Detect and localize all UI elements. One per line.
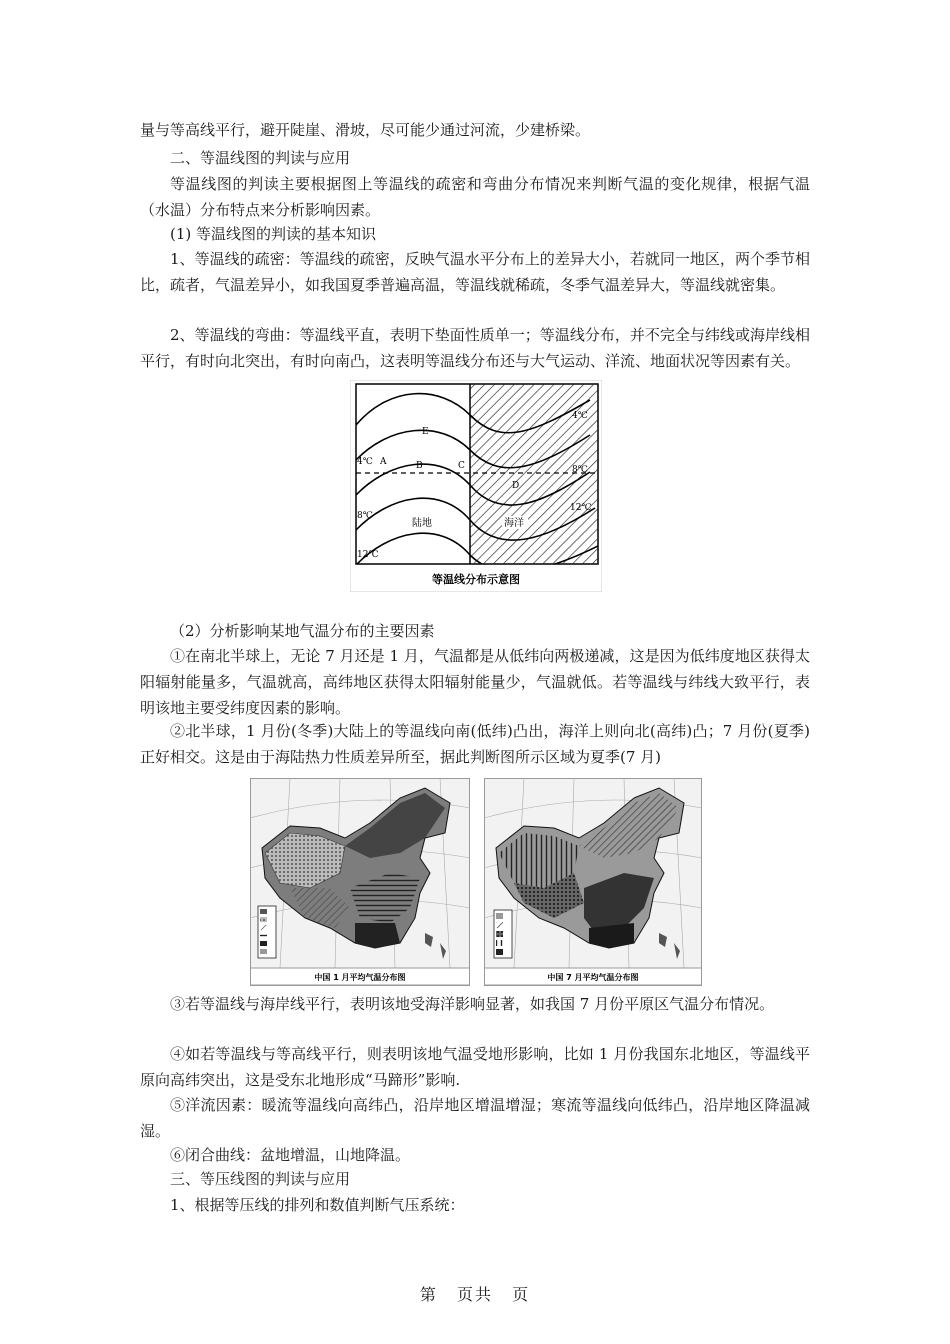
isotherm-label: 8℃ bbox=[357, 511, 373, 521]
paragraph-factor-5: ⑤洋流因素：暖流等温线向高纬凸，沿岸地区增温增湿；寒流等温线向低纬凸，沿岸地区降温减湿。 bbox=[140, 1096, 810, 1140]
july-map-caption: 中国 7 月平均气温分布图 bbox=[547, 973, 639, 982]
land-label: 陆地 bbox=[412, 518, 432, 529]
sea-label: 海洋 bbox=[504, 518, 524, 529]
footer-ye: 页 bbox=[512, 1285, 531, 1304]
paragraph-3: 等温线图的判读主要根据图上等温线的疏密和弯曲分布情况来判断气温的变化规律，根据气温（水温）分布特点来分析影响因素。 bbox=[140, 175, 810, 219]
subheading-factors: （2）分析影响某地气温分布的主要因素 bbox=[170, 622, 435, 640]
isotherm-diagram bbox=[350, 380, 602, 592]
january-map-caption: 中国 1 月平均气温分布图 bbox=[314, 973, 406, 982]
footer-di: 第 bbox=[419, 1285, 438, 1304]
paragraph-curvature: 2、等温线的弯曲：等温线平直，表明下垫面性质单一；等温线分布，并不完全与纬线或海岸线相平行，有时向北突出，有时向南凸，这表明等温线分布还与大气运动、洋流、地面状况等因素有关。 bbox=[140, 326, 810, 370]
paragraph-factor-3: ③若等温线与海岸线平行，表明该地受海洋影响显著，如我国 7 月份平原区气温分布情况。 bbox=[170, 995, 775, 1013]
point-label-a: A bbox=[380, 457, 387, 467]
isotherm-label: 4℃ bbox=[357, 457, 373, 467]
china-july-map-svg bbox=[484, 778, 702, 986]
isotherm-label: 8℃ bbox=[572, 465, 588, 475]
china-july-map bbox=[484, 778, 702, 986]
paragraph-factor-4: ④如若等温线与等高线平行，则表明该地气温受地形影响，比如 1 月份我国东北地区，等温线平原向高纬突出，这是受东北地形成“马蹄形”影响. bbox=[140, 1045, 810, 1089]
paragraph-factor-6: ⑥闭合曲线：盆地增温，山地降温。 bbox=[170, 1146, 411, 1164]
paragraph-pressure-1: 1、根据等压线的排列和数值判断气压系统： bbox=[170, 1196, 465, 1214]
paragraph-factor-2: ②北半球，1 月份(冬季)大陆上的等温线向南(低纬)凸出，海洋上则向北(高纬)凸；7 月份(夏季)正好相交。这是由于海陆热力性质差异所至，据此判断图所示区域为夏季(7 月) bbox=[140, 722, 810, 766]
point-label-b: B bbox=[416, 461, 423, 471]
point-label-e: E bbox=[422, 427, 429, 437]
paragraph-1: 量与等高线平行，避开陡崖、滑坡，尽可能少通过河流，少建桥梁。 bbox=[140, 121, 591, 139]
point-label-d: D bbox=[512, 481, 520, 491]
section-heading-3: 三、等压线图的判读与应用 bbox=[170, 1170, 351, 1188]
page-footer bbox=[0, 1282, 950, 1305]
isotherm-diagram-caption: 等温线分布示意图 bbox=[432, 573, 520, 586]
paragraph-density: 1、等温线的疏密：等温线的疏密，反映气温水平分布上的差异大小，若就同一地区，两个季节相比，疏者，气温差异小，如我国夏季普遍高温，等温线就稀疏，冬季气温差异大，等温线就密集。 bbox=[140, 250, 810, 294]
section-heading-2: 二、等温线图的判读与应用 bbox=[170, 149, 351, 167]
paragraph-factor-1: ①在南北半球上，无论 7 月还是 1 月，气温都是从低纬向两极递减，这是因为低纬度地区获得太阳辐射能量多，气温就高，高纬地区获得太阳辐射能量少，气温就低。若等温线与纬线大致平行，表明该地主要受纬度因素的影响。 bbox=[140, 647, 810, 717]
isotherm-label: 12℃ bbox=[357, 550, 379, 560]
china-january-map-svg bbox=[250, 778, 470, 986]
subheading-basic-knowledge: (1) 等温线图的判读的基本知识 bbox=[170, 225, 377, 243]
china-january-map bbox=[250, 778, 470, 986]
isotherm-label: 12℃ bbox=[570, 503, 592, 513]
isotherm-label: 4℃ bbox=[572, 411, 588, 421]
isotherm-diagram-figure bbox=[350, 380, 602, 592]
point-label-c: C bbox=[458, 461, 465, 471]
footer-ye-gong: 页共 bbox=[456, 1285, 493, 1304]
